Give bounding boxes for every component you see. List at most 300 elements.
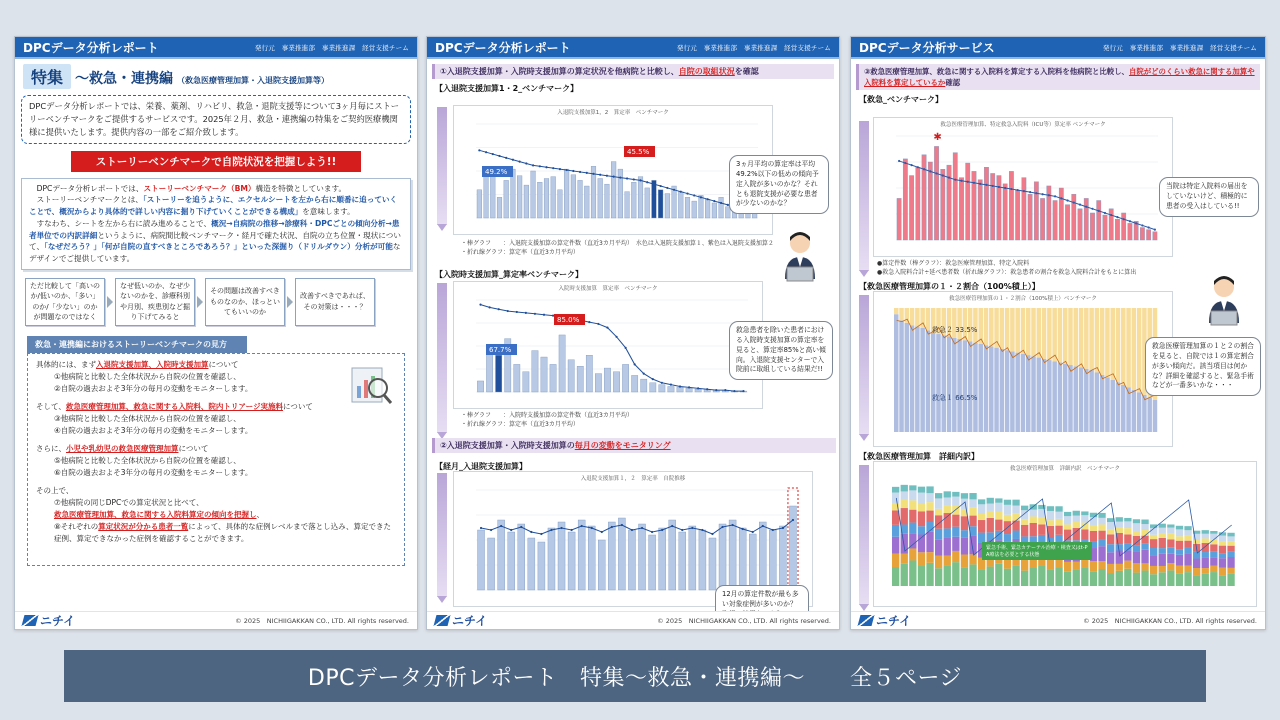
chart-bar xyxy=(952,537,959,551)
chart-bar xyxy=(598,540,605,590)
chart-bar xyxy=(578,180,583,218)
chart-bar xyxy=(1098,531,1105,539)
detail-text: ①他病院と比較した全体状況から自院の位置を確認し、 xyxy=(54,371,241,381)
line-point xyxy=(1004,187,1006,189)
chart-bar xyxy=(969,508,976,516)
logo-text: ニチイ xyxy=(876,614,912,628)
chart-bar xyxy=(1116,527,1123,533)
line-point xyxy=(661,529,663,531)
data-label: 救急１ 66.5% xyxy=(932,394,978,402)
chart-bar xyxy=(909,523,916,534)
chart-bar xyxy=(1133,531,1140,536)
chart-bar xyxy=(719,524,726,590)
chart-bar xyxy=(1081,511,1088,515)
chart-bar xyxy=(1219,575,1226,586)
chart-bar xyxy=(944,528,951,537)
chart-bar xyxy=(978,533,985,543)
chart-bar xyxy=(695,389,701,392)
detail-text: ⑤他病院と比較した全体状況から自院の位置を確認し、 xyxy=(54,455,241,465)
chart-bar xyxy=(1038,517,1045,524)
chart-bar xyxy=(1227,574,1234,586)
chart-title: 救急医療管理加算 詳細内訳 ベンチマーク xyxy=(1009,466,1120,472)
line-point xyxy=(917,166,919,168)
line-point xyxy=(979,183,981,185)
chart-bar xyxy=(1047,559,1054,570)
chart-bar xyxy=(1202,557,1209,568)
chart-bar xyxy=(944,491,951,497)
line-point xyxy=(715,389,717,391)
chart-bar xyxy=(1184,541,1191,548)
line-point xyxy=(653,183,655,185)
bm-text: ストーリーベンチマークとは、 xyxy=(36,195,143,205)
chart-bar xyxy=(1153,232,1157,240)
chart-bar xyxy=(1090,561,1097,571)
chart-bar xyxy=(952,515,959,527)
line-point xyxy=(688,386,690,388)
line-point xyxy=(731,524,733,526)
line-point xyxy=(929,170,931,172)
chart-bar xyxy=(1132,308,1136,390)
chart-bar xyxy=(1012,531,1019,539)
chart-bar xyxy=(586,355,592,392)
line-point xyxy=(681,529,683,531)
line-point xyxy=(985,184,987,186)
line-point xyxy=(586,172,588,174)
line-point xyxy=(973,182,975,184)
chart-bar xyxy=(1022,178,1026,240)
chart-bar xyxy=(922,155,926,240)
chart-bar xyxy=(559,335,565,392)
chart-bar xyxy=(1052,308,1056,361)
chart-bar xyxy=(641,379,647,392)
chart-bar xyxy=(969,554,976,564)
bm-text: すなわち、シートを左から右に読み進めることで、 xyxy=(36,218,212,228)
chart-bar xyxy=(987,504,994,511)
logo-mark-icon xyxy=(434,615,451,626)
chart-bar xyxy=(618,169,623,218)
chart-bar xyxy=(1004,505,1011,515)
flow-step: ただ比較して「高いのか/低いのか、「多い」のか/「少ない」のかが問題なのではなく xyxy=(25,278,105,326)
chart-bar xyxy=(1137,392,1141,432)
chart-bar xyxy=(910,325,914,432)
chart-bar xyxy=(1098,569,1105,586)
chart-bar xyxy=(901,564,908,586)
chart-bar xyxy=(899,320,903,432)
chart-bar xyxy=(1105,308,1109,377)
chart-bar xyxy=(892,493,899,504)
chart-bar xyxy=(1167,570,1174,586)
chart-bar xyxy=(994,348,998,432)
chart-bar xyxy=(1202,552,1209,557)
flow-step: その問題は改善すべきものなのか、ほっといてもいいのか xyxy=(205,278,285,326)
line-point xyxy=(505,157,507,159)
chart-bar xyxy=(1058,363,1062,432)
chart-title: 入退院支援加算1，2 算定率 ベンチマーク xyxy=(557,110,669,116)
line-point xyxy=(942,174,944,176)
company-logo xyxy=(435,612,487,629)
chart-bar xyxy=(952,497,959,506)
header-publisher: 発行元 事業推進部 事業推進課 経営支援チーム xyxy=(676,43,831,52)
chart-bar xyxy=(1064,572,1071,586)
line-point xyxy=(570,529,572,531)
chart-bar xyxy=(604,368,610,392)
chart-bar xyxy=(1098,524,1105,530)
chart-bar xyxy=(1055,512,1062,519)
chart-bar xyxy=(699,530,706,590)
chart-bar xyxy=(909,510,916,523)
chart-bar xyxy=(685,197,690,218)
chart-bar xyxy=(1081,515,1088,522)
chart-bar xyxy=(1184,548,1191,554)
chart-bar xyxy=(1124,534,1131,543)
chart-bar xyxy=(969,499,976,507)
chart-title: 救急医療管理加算、特定救急入院料（ICU等）算定率 ベンチマーク xyxy=(940,122,1106,128)
chart-label: 【入院時支援加算_算定率ベンチマーク】 xyxy=(435,270,583,279)
chart-bar xyxy=(961,530,968,538)
annotation-text: 緊急手術、緊急カテーテル治療・検査又はt-P xyxy=(986,545,1088,551)
line-point xyxy=(1079,204,1081,206)
chart-bar xyxy=(905,308,909,323)
chart-bar xyxy=(1184,530,1191,535)
line-point xyxy=(489,306,491,308)
chart-bar xyxy=(1103,215,1107,240)
chart-bar xyxy=(1098,539,1105,546)
line-point xyxy=(492,153,494,155)
detail-text: ③他病院と比較した全体状況から自院の位置を確認し、 xyxy=(54,413,241,423)
chart-bar xyxy=(1116,382,1120,432)
chart-bar xyxy=(1047,570,1054,586)
chart-bar xyxy=(1047,308,1051,360)
chart-bar xyxy=(1202,530,1209,534)
chart-bar xyxy=(1159,548,1166,554)
detail-text: ⑧それぞれの xyxy=(54,521,99,531)
chart-bar xyxy=(1193,559,1200,568)
chart-bar xyxy=(957,308,961,339)
line-point xyxy=(1073,201,1075,203)
line-point xyxy=(1029,191,1031,193)
chart-bar xyxy=(1227,557,1234,568)
chart-bar xyxy=(1124,518,1131,521)
chart-bar xyxy=(995,511,1002,519)
chart-bar xyxy=(1150,535,1157,539)
chart-bar xyxy=(1122,213,1126,240)
chart-bar xyxy=(1081,529,1088,539)
chart-bar xyxy=(1116,517,1123,521)
chart-bar xyxy=(1000,308,1004,349)
chart-bar xyxy=(1089,370,1093,432)
chart-bar xyxy=(944,505,951,513)
chart-bar xyxy=(961,493,968,499)
chart-bar xyxy=(1005,308,1009,350)
chart-bar xyxy=(1202,534,1209,539)
chart-bar xyxy=(1030,523,1037,536)
annotation-text: A療法を必要とする状態 xyxy=(986,552,1040,558)
chart-bar xyxy=(1021,308,1025,354)
copyright: © 2025 NICHIIGAKKAN CO., LTD. All rights reserved. xyxy=(657,617,831,625)
chart-bar xyxy=(1202,574,1209,586)
chart-bar xyxy=(910,308,914,325)
logo-mark-icon xyxy=(858,615,875,626)
chart-bar xyxy=(892,537,899,554)
line-point xyxy=(566,169,568,171)
chart-bar xyxy=(984,345,988,432)
page-footer xyxy=(15,611,417,629)
chart-bar xyxy=(1055,567,1062,586)
line-point xyxy=(611,526,613,528)
chart-bar xyxy=(918,511,925,526)
chart-bar xyxy=(961,554,968,567)
chart-bar xyxy=(1004,534,1011,541)
benchmark-chart-2 xyxy=(453,281,763,409)
chart-bar xyxy=(1095,308,1099,372)
chart-bar xyxy=(1121,385,1125,432)
company-logo xyxy=(23,612,75,629)
line-point xyxy=(1085,206,1087,208)
chart-bar xyxy=(915,327,919,432)
chart-bar xyxy=(605,184,610,218)
chart-bar xyxy=(1047,520,1054,526)
feature-title xyxy=(23,64,417,89)
line-point xyxy=(904,162,906,164)
chart-bar xyxy=(920,328,924,432)
chart-bar xyxy=(909,176,913,240)
bm-text: 概況→自病院の推移→診療科・DPCごとの傾向分析→患者単位での内訳詳細 xyxy=(29,218,400,240)
chart-bar xyxy=(1068,308,1072,365)
chart-bar xyxy=(1227,533,1234,537)
chart-bar xyxy=(608,522,615,590)
section-text: を確認 xyxy=(734,67,759,76)
chart-bar xyxy=(568,360,574,392)
chart-bar xyxy=(1084,308,1088,369)
chart-bar xyxy=(558,522,565,590)
header-title: DPCデータ分析レポート xyxy=(435,40,571,55)
chart-bar xyxy=(901,508,908,524)
chart-bar xyxy=(1176,550,1183,555)
detail-text: 、 xyxy=(256,509,264,519)
down-arrow-icon xyxy=(437,283,447,433)
chart-bar xyxy=(1081,523,1088,530)
chart-bar xyxy=(1107,544,1114,552)
chart-bar xyxy=(961,567,968,586)
chart-bar xyxy=(1133,551,1140,563)
chart-bar xyxy=(926,563,933,586)
chart-bar xyxy=(1055,506,1062,511)
chart-bar xyxy=(1059,188,1063,240)
chart-bar xyxy=(1176,541,1183,550)
chart-bar xyxy=(578,520,585,590)
chart-bar xyxy=(484,173,489,218)
chart-bar xyxy=(1141,530,1148,536)
chart-bar xyxy=(611,162,616,218)
line-point xyxy=(625,347,627,349)
line-point xyxy=(693,194,695,196)
chart-bar xyxy=(1073,522,1080,528)
line-point xyxy=(510,529,512,531)
detail-text: によって、具体的な症例レベルまで落とし込み、算定できた症例、算定できなかった症例を確認することができます。 xyxy=(54,521,392,543)
chart-bar xyxy=(892,567,899,586)
chart-bar xyxy=(1137,308,1141,392)
chart-bar xyxy=(989,308,993,346)
page-header xyxy=(851,37,1265,59)
ratio-chart xyxy=(873,291,1173,447)
chart-bar xyxy=(1084,198,1088,240)
chart-bar xyxy=(901,485,908,492)
chart-bar xyxy=(1063,308,1067,364)
chart-bar xyxy=(1005,350,1009,432)
line-point xyxy=(479,304,481,306)
chart-bar xyxy=(1100,308,1104,375)
detail-text: ⑥自院の過去およそ3年分の毎月の変動をモニターします。 xyxy=(54,467,253,477)
chart-bar xyxy=(901,500,908,508)
chart-bar xyxy=(918,566,925,586)
line-point xyxy=(700,196,702,198)
chart-bar xyxy=(953,153,957,240)
chart-bar xyxy=(1063,364,1067,432)
section-heading xyxy=(432,64,834,79)
bm-text: ストーリーベンチマーク（BM） xyxy=(143,183,256,193)
chart-bar xyxy=(1064,512,1071,516)
chart-bar xyxy=(995,564,1002,586)
section-text: ②入退院支援加算・入院時支援加算の xyxy=(440,441,575,450)
chart-bar xyxy=(1021,560,1028,571)
chart-bar xyxy=(1037,358,1041,432)
chart-bar xyxy=(1184,572,1191,586)
chart-bar xyxy=(926,493,933,502)
line-point xyxy=(525,162,527,164)
line-point xyxy=(706,388,708,390)
chart-bar xyxy=(894,308,898,314)
line-point xyxy=(960,180,962,182)
section-text: 確認 xyxy=(945,78,961,88)
line-point xyxy=(762,525,764,527)
chart-bar xyxy=(928,162,932,240)
chart-note xyxy=(877,259,1197,277)
chart-bar xyxy=(969,493,976,499)
chart-bar xyxy=(909,500,916,509)
chart-bar xyxy=(1126,387,1130,432)
line-point xyxy=(1116,216,1118,218)
detail-breakdown-chart xyxy=(873,461,1257,607)
chart-bar xyxy=(935,556,942,568)
chart-bar xyxy=(941,169,945,240)
data-label: 67.7% xyxy=(489,346,512,354)
chart-bar xyxy=(978,499,985,504)
line-point xyxy=(490,529,492,531)
line-point xyxy=(519,161,521,163)
chart-note xyxy=(461,411,761,429)
chart-bar xyxy=(779,526,786,590)
line-point xyxy=(661,382,663,384)
detail-text: 救急医療管理加算、救急に関する入院料、院内トリアージ実施料 xyxy=(65,401,283,411)
page-footer xyxy=(427,611,839,629)
line-point xyxy=(1035,192,1037,194)
chart-bar xyxy=(952,338,956,432)
line-point xyxy=(613,176,615,178)
chart-bar xyxy=(1193,540,1200,544)
chart-bar xyxy=(650,383,656,392)
chart-bar xyxy=(1219,554,1226,558)
bottom-banner: DPCデータ分析レポート 特集～救急・連携編～ 全５ページ xyxy=(64,650,1206,702)
chart-bar xyxy=(477,190,482,218)
line-point xyxy=(1023,190,1025,192)
chart-bar xyxy=(987,567,994,586)
line-point xyxy=(720,202,722,204)
chart-bar xyxy=(1090,531,1097,542)
chart-bar xyxy=(1210,565,1217,572)
chart-bar xyxy=(541,357,547,392)
chart-bar xyxy=(901,534,908,554)
chart-bar xyxy=(909,548,916,560)
header-title: DPCデータ分析レポート xyxy=(23,40,159,55)
chart-bar xyxy=(1210,551,1217,557)
chart-bar xyxy=(1040,198,1044,240)
chart-bar xyxy=(968,308,972,341)
chart-bar xyxy=(1219,546,1226,554)
chart-bar xyxy=(926,502,933,510)
chart-bar xyxy=(969,564,976,586)
line-point xyxy=(1054,195,1056,197)
star-marker: ✱ xyxy=(933,132,942,143)
chart-bar xyxy=(1021,506,1028,511)
line-point xyxy=(1123,218,1125,220)
chart-bar xyxy=(532,351,538,392)
line-point xyxy=(898,160,900,162)
chart-bar xyxy=(1227,568,1234,574)
chart-bar xyxy=(759,522,766,590)
arrow-right-icon xyxy=(197,296,203,308)
chart-bar xyxy=(935,509,942,515)
copyright: © 2025 NICHIIGAKKAN CO., LTD. All rights reserved. xyxy=(235,617,409,625)
line-point xyxy=(1154,229,1156,231)
chart-bar xyxy=(1107,534,1114,544)
line-point xyxy=(545,166,547,168)
chart-bar xyxy=(1015,190,1019,240)
line-point xyxy=(592,173,594,175)
chart-note xyxy=(461,239,801,257)
line-point xyxy=(691,527,693,529)
chart-bar xyxy=(991,173,995,240)
chart-bar xyxy=(1167,534,1174,540)
chart-bar xyxy=(944,537,951,555)
chart-bar xyxy=(564,169,569,218)
chart-bar xyxy=(1176,536,1183,540)
detail-text: ⑦他病院の同じDPCでの算定状況と比べて、 xyxy=(54,497,204,507)
section-heading xyxy=(432,438,836,453)
page-header xyxy=(427,37,839,59)
chart-bar xyxy=(1097,200,1101,240)
chart-bar xyxy=(1124,521,1131,528)
chart-bar xyxy=(1107,530,1114,535)
chart-bar xyxy=(568,532,575,590)
chart-bar xyxy=(679,532,686,590)
chart-bar xyxy=(658,190,663,218)
chart-bar xyxy=(995,498,1002,502)
chart-bar xyxy=(517,176,522,218)
chart-bar xyxy=(909,485,916,490)
chart-bar xyxy=(918,487,925,493)
chart-bar xyxy=(987,518,994,532)
chart-bar xyxy=(969,516,976,527)
chart-bar xyxy=(1084,369,1088,432)
chart-bar xyxy=(558,190,563,218)
chart-bar xyxy=(719,197,724,218)
chart-title: 入退院支援加算１，２ 算定率 自院推移 xyxy=(580,476,686,482)
chart-bar xyxy=(1012,513,1019,520)
chart-bar xyxy=(1159,538,1166,548)
chart-bar xyxy=(669,520,676,590)
line-point xyxy=(1048,194,1050,196)
line-point xyxy=(742,528,744,530)
